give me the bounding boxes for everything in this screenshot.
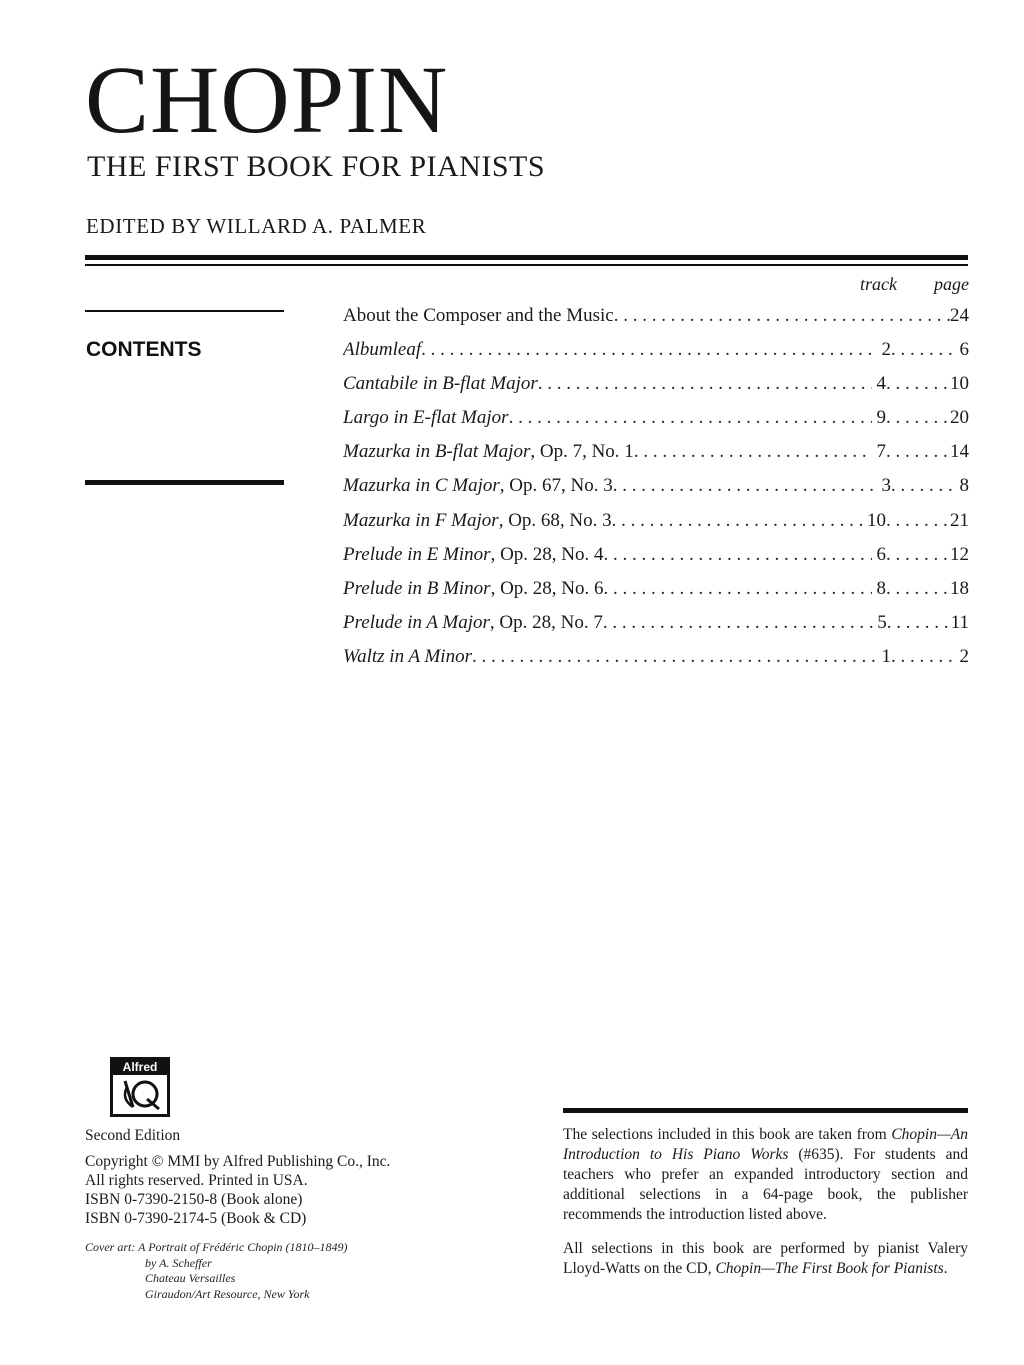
toc-entry-title	[343, 475, 613, 497]
leader-dots	[886, 578, 950, 600]
toc-entry-track: 5	[877, 611, 887, 633]
toc-entry-track: 1	[881, 645, 891, 667]
toc-entry	[343, 441, 969, 475]
toc-entry-track: 4	[876, 373, 886, 395]
toc-entry-work: Prelude in E Minor	[343, 543, 491, 565]
toc-entry-title	[343, 544, 604, 566]
note-book-title: Chopin—An Introduction to His Piano Works	[563, 1126, 968, 1163]
toc-entry-opus: , Op. 28, No. 4	[490, 543, 604, 565]
book-title: CHOPIN	[85, 46, 449, 153]
note-cd-title: Chopin—The First Book for Pianists	[715, 1260, 944, 1277]
isbn-book-cd: ISBN 0-7390-2174-5 (Book & CD)	[85, 1210, 307, 1227]
note-paragraph	[563, 1125, 968, 1225]
toc-entry-opus: , Op. 67, No. 3	[499, 475, 613, 497]
toc-entry-track: 9	[876, 407, 886, 429]
toc-entry-work: Prelude in A Major	[343, 611, 490, 633]
toc-entry-track: 2	[881, 339, 891, 361]
toc-entry-page: 12	[950, 543, 969, 565]
contents-rule-bottom	[85, 480, 284, 485]
book-subtitle: THE FIRST BOOK FOR PIANISTS	[87, 150, 546, 183]
leader-dots	[886, 407, 950, 429]
alfred-logo-mark-icon	[117, 1077, 163, 1111]
toc-entry-title	[343, 441, 634, 463]
toc-entry	[343, 578, 969, 612]
leader-dots	[634, 441, 872, 463]
toc-entry	[343, 407, 969, 441]
rights-line: All rights reserved. Printed in USA.	[85, 1172, 308, 1189]
toc-entry-title	[343, 373, 538, 395]
copyright-line: Copyright © MMI by Alfred Publishing Co., Inc.	[85, 1153, 391, 1170]
leader-dots	[891, 475, 955, 497]
header-rule-thick	[85, 255, 968, 260]
toc-entry-track: 7	[876, 441, 886, 463]
toc-entry-page: 18	[950, 577, 969, 599]
selection-note	[563, 1125, 968, 1293]
toc-entry-work: Mazurka in F Major	[343, 509, 499, 531]
toc-entry-work: Largo in E-flat Major	[343, 407, 509, 429]
contents-heading: CONTENTS	[86, 338, 202, 361]
leader-dots	[603, 612, 873, 634]
toc-entry-opus: , Op. 68, No. 3	[498, 509, 612, 531]
leader-dots	[886, 373, 950, 395]
toc-entry-title	[343, 339, 421, 361]
leader-dots	[604, 544, 872, 566]
note-text: The selections included in this book are taken from	[563, 1126, 892, 1143]
toc-entry-title	[343, 646, 472, 668]
header-rule-thin	[85, 264, 968, 266]
toc-entry-work: About the Composer and the Music	[343, 305, 614, 326]
leader-dots	[612, 510, 867, 532]
leader-dots	[538, 373, 872, 395]
toc-entry-page: 2	[959, 645, 969, 667]
cover-credit-line: by A. Scheffer	[145, 1255, 212, 1270]
toc-entry-title	[343, 407, 509, 429]
leader-dots	[887, 612, 951, 634]
toc-entry-work: Mazurka in B-flat Major	[343, 441, 531, 463]
toc-entry-title	[343, 305, 614, 327]
note-text: (#635). For students and teachers who prefer an expanded introductory section and additional selections in a 64-page book, the publisher recommends the introduction listed above.	[563, 1146, 969, 1223]
note-text: All selections in this book are performed by pianist Valery Lloyd-Watts on the CD,	[563, 1240, 968, 1277]
publication-info	[85, 1126, 465, 1228]
track-column-label: track	[860, 274, 897, 294]
toc-entry	[343, 544, 969, 578]
toc-entry	[343, 305, 969, 339]
leader-dots	[891, 646, 955, 668]
toc-entry-title	[343, 510, 612, 532]
toc-entry	[343, 612, 969, 646]
leader-dots	[614, 305, 950, 327]
toc-entry-page: 14	[950, 441, 969, 463]
toc-column-headers	[343, 274, 969, 298]
cover-credit-line: Chateau Versailles	[145, 1271, 236, 1285]
leader-dots	[604, 578, 872, 600]
toc-entry	[343, 339, 969, 373]
toc-entry	[343, 475, 969, 509]
page-column-label: page	[934, 274, 969, 294]
note-text: .	[943, 1260, 948, 1277]
toc-entry	[343, 510, 969, 544]
toc-entry-work: Prelude in B Minor	[343, 577, 491, 599]
toc-entry-title	[343, 578, 604, 600]
toc-entry-track: 10	[867, 509, 886, 531]
note-rule	[563, 1108, 968, 1113]
toc-entry-opus: , Op. 7, No. 1	[530, 441, 634, 463]
contents-rule-top	[85, 310, 284, 312]
toc-entry-title	[343, 612, 603, 634]
cover-credit-line: Giraudon/Art Resource, New York	[145, 1286, 310, 1301]
toc-entry-page: 10	[950, 373, 969, 395]
toc-entry-work: Mazurka in C Major	[343, 475, 500, 497]
leader-dots	[472, 646, 877, 668]
leader-dots	[421, 339, 877, 361]
toc-entry-page: 11	[950, 611, 969, 633]
toc-entry-work: Albumleaf	[343, 339, 422, 361]
leader-dots	[886, 544, 950, 566]
toc-entry-page: 21	[950, 509, 969, 531]
leader-dots	[886, 441, 950, 463]
alfred-logo-wordmark: Alfred	[113, 1060, 167, 1075]
isbn-book-alone: ISBN 0-7390-2150-8 (Book alone)	[85, 1191, 303, 1208]
toc-entry-opus: , Op. 28, No. 7	[489, 611, 603, 633]
toc-entry-page: 6	[959, 339, 969, 361]
toc-entry-page: 8	[959, 475, 969, 497]
toc-entry-track: 3	[881, 475, 891, 497]
leader-dots	[886, 510, 950, 532]
toc-entry-opus: , Op. 28, No. 6	[490, 577, 604, 599]
toc-entry-page: 24	[950, 305, 969, 326]
edition: Second Edition	[85, 1127, 181, 1144]
leader-dots	[509, 407, 872, 429]
alfred-logo	[110, 1057, 170, 1117]
editor-credit: EDITED BY WILLARD A. PALMER	[86, 214, 427, 238]
toc-entry-track: 8	[876, 577, 886, 599]
leader-dots	[613, 475, 877, 497]
table-of-contents	[343, 305, 969, 680]
toc-entry	[343, 373, 969, 407]
note-paragraph	[563, 1239, 968, 1279]
cover-credit-line: Cover art: A Portrait of Frédéric Chopin (1810–1849)	[85, 1240, 348, 1254]
toc-entry-page: 20	[950, 407, 969, 429]
cover-art-credit	[85, 1240, 465, 1302]
leader-dots	[891, 339, 955, 361]
toc-entry-work: Cantabile in B-flat Major	[343, 373, 538, 395]
toc-entry-track: 6	[876, 543, 886, 565]
toc-entry-work: Waltz in A Minor	[343, 645, 472, 667]
toc-entry	[343, 646, 969, 680]
